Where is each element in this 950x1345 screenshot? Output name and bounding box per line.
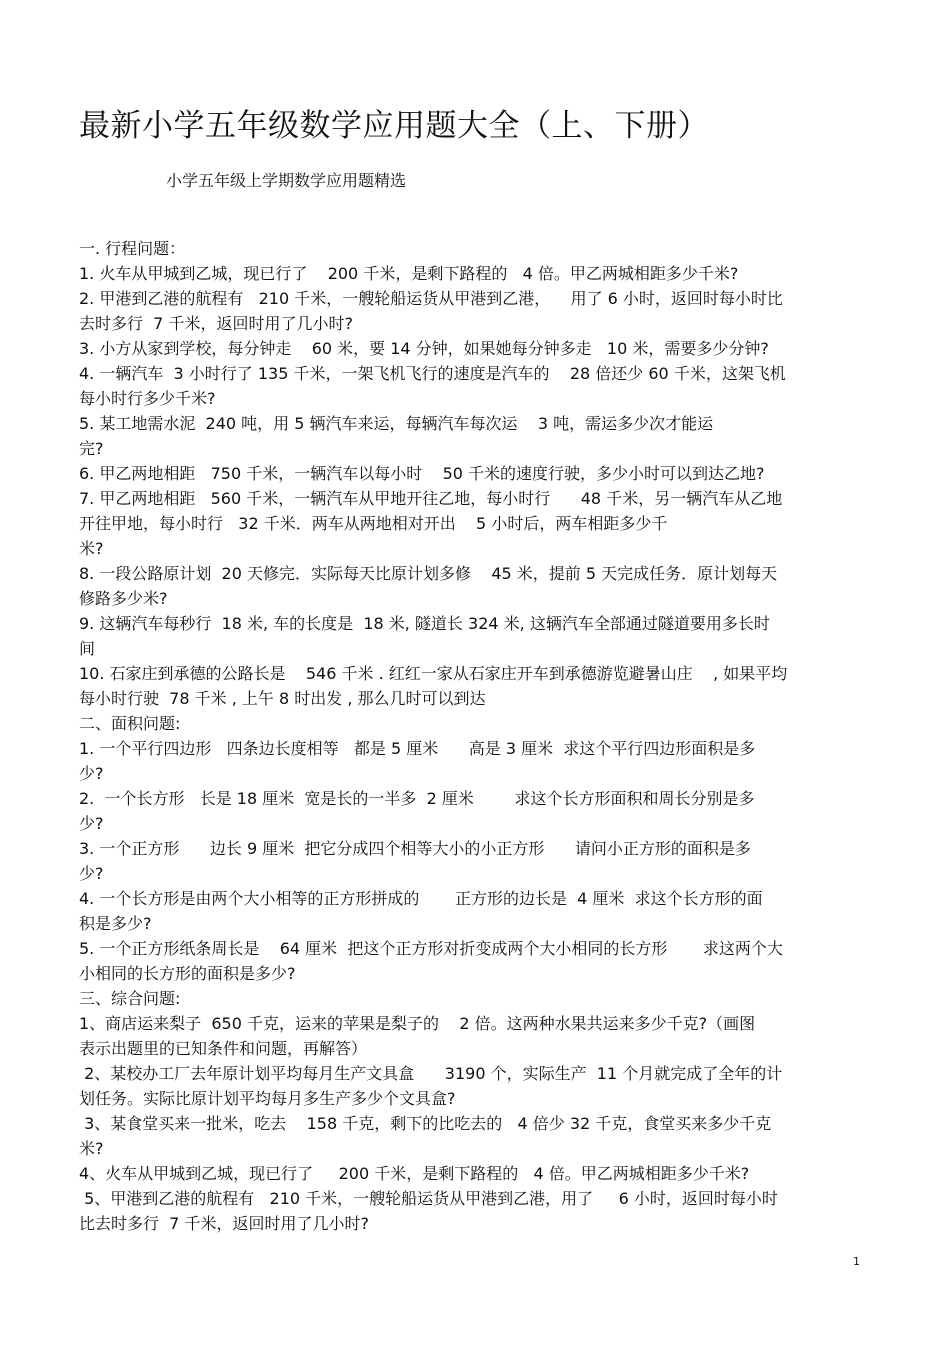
text-line: 二、面积问题:	[79, 714, 181, 733]
text-line: 开往甲地，每小时行 32 千米．两车从两地相对开出 5 小时后，两车相距多少千	[79, 514, 668, 533]
text-line: 少?	[79, 814, 104, 833]
text-line: 4. 一个长方形是由两个大小相等的正方形拼成的 正方形的边长是 4 厘米 求这个长方形的面	[79, 889, 763, 908]
page-number: 1	[853, 1255, 860, 1268]
text-line: 表示出题里的已知条件和问题，再解答）	[79, 1039, 368, 1058]
text-line: 每小时行多少千米?	[79, 389, 216, 408]
text-line: 一. 行程问题：	[79, 239, 186, 258]
text-line: 米?	[79, 1139, 104, 1158]
text-line: 去时多行 7 千米，返回时用了几小时?	[79, 314, 353, 333]
text-line: 1、商店运来梨子 650 千克，运来的苹果是梨子的 2 倍。这两种水果共运来多少千克?（画图	[79, 1014, 756, 1033]
text-line: 米?	[79, 539, 104, 558]
text-line: 4. 一辆汽车 3 小时行了 135 千米，一架飞机飞行的速度是汽车的 28 倍还少 60 千米，这架飞机	[79, 364, 786, 383]
text-line: 少?	[79, 764, 104, 783]
text-line: 1. 火车从甲城到乙城，现已行了 200 千米，是剩下路程的 4 倍。甲乙两城相距多少千米?	[79, 264, 739, 283]
text-line: 三、综合问题:	[79, 989, 181, 1008]
text-line: 每小时行驶 78 千米 , 上午 8 时出发 , 那么几时可以到达	[79, 689, 486, 708]
text-line: 小相同的长方形的面积是多少?	[79, 964, 296, 983]
text-line: 2. 一个长方形 长是 18 厘米 宽是长的一半多 2 厘米 求这个长方形面积和周长分别是多	[79, 789, 755, 808]
text-line: 完?	[79, 439, 104, 458]
text-line: 8. 一段公路原计划 20 天修完．实际每天比原计划多修 45 米，提前 5 天完成任务．原计划每天	[79, 564, 778, 583]
text-line: 3. 小方从家到学校，每分钟走 60 米，要 14 分钟，如果她每分钟多走 10 米，需要多少分钟?	[79, 339, 769, 358]
text-line: 少?	[79, 864, 104, 883]
text-line: 划任务。实际比原计划平均每月多生产多少个文具盒?	[79, 1089, 456, 1108]
text-line: 5、甲港到乙港的航程有 210 千米，一艘轮船运货从甲港到乙港，用了 6 小时，返回时每小时	[79, 1189, 778, 1208]
text-line: 7. 甲乙两地相距 560 千米，一辆汽车从甲地开往乙地，每小时行 48 千米，另一辆汽车从乙地	[79, 489, 783, 508]
text-line: 3. 一个正方形 边长 9 厘米 把它分成四个相等大小的小正方形 请问小正方形的面积是多	[79, 839, 751, 858]
document-title: 最新小学五年级数学应用题大全（上、下册）	[79, 108, 709, 144]
text-line: 5. 一个正方形纸条周长是 64 厘米 把这个正方形对折变成两个大小相同的长方形 求这两个大	[79, 939, 783, 958]
text-line: 2、某校办工厂去年原计划平均每月生产文具盒 3190 个，实际生产 11 个月就完成了全年的计	[79, 1064, 783, 1083]
text-line: 间	[79, 639, 96, 658]
text-line: 比去时多行 7 千米，返回时用了几小时?	[79, 1214, 369, 1233]
text-line: 3、某食堂买来一批米，吃去 158 千克，剩下的比吃去的 4 倍少 32 千克，食堂买来多少千克	[79, 1114, 772, 1133]
text-line: 1. 一个平行四边形 四条边长度相等 都是 5 厘米 高是 3 厘米 求这个平行四边形面积是多	[79, 739, 756, 758]
text-line: 6. 甲乙两地相距 750 千米，一辆汽车以每小时 50 千米的速度行驶，多少小时可以到达乙地?	[79, 464, 765, 483]
text-line: 5. 某工地需水泥 240 吨，用 5 辆汽车来运，每辆汽车每次运 3 吨，需运多少次才能运	[79, 414, 714, 433]
text-line: 10. 石家庄到承德的公路长是 546 千米 . 红红一家从石家庄开车到承德游览避暑山庄 , 如果平均	[79, 664, 788, 683]
text-line: 9. 这辆汽车每秒行 18 米, 车的长度是 18 米, 隧道长 324 米, 这辆汽车全部通过隧道要用多长时	[79, 614, 770, 633]
document-subtitle: 小学五年级上学期数学应用题精选	[166, 171, 407, 190]
text-line: 修路多少米?	[79, 589, 168, 608]
document-body	[79, 236, 871, 1236]
text-line: 4、火车从甲城到乙城，现已行了 200 千米，是剩下路程的 4 倍。甲乙两城相距多少千米?	[79, 1164, 750, 1183]
text-line: 2. 甲港到乙港的航程有 210 千米，一艘轮船运货从甲港到乙港， 用了 6 小时，返回时每小时比	[79, 289, 783, 308]
text-line: 积是多少?	[79, 914, 152, 933]
